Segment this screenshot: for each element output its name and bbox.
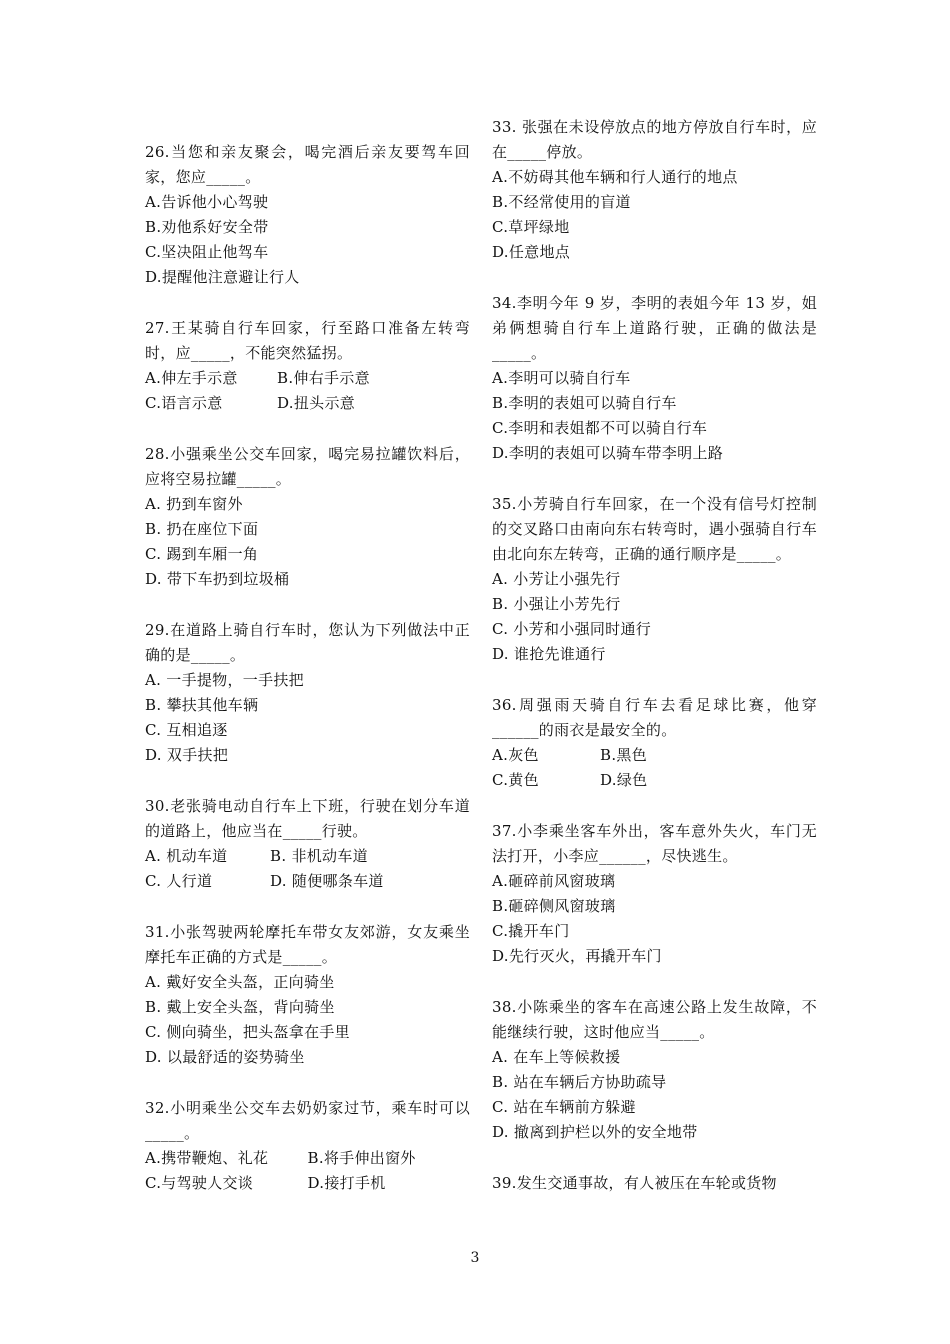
- option-a: A.伸左手示意: [145, 369, 238, 387]
- option-a: A. 戴好安全头盔，正向骑坐: [145, 973, 335, 991]
- option-c: C.李明和表姐都不可以骑自行车: [492, 419, 708, 437]
- option-d: D. 以最舒适的姿势骑坐: [145, 1048, 305, 1066]
- option-b: B. 攀扶其他车辆: [145, 696, 259, 714]
- option-a: A.砸碎前风窗玻璃: [492, 872, 616, 890]
- option-d: D.接打手机: [307, 1174, 386, 1192]
- question-30: [145, 794, 470, 894]
- option-a: A. 一手提物，一手扶把: [145, 671, 304, 689]
- question-39: [492, 1171, 817, 1196]
- option-a: A. 扔到车窗外: [145, 495, 243, 513]
- option-c: C. 小芳和小强同时通行: [492, 620, 652, 638]
- question-33: [492, 115, 817, 265]
- option-b: B.不经常使用的盲道: [492, 193, 631, 211]
- question-text: 34.李明今年 9 岁，李明的表姐今年 13 岁，姐弟俩想骑自行车上道路行驶，正确的做法是_____。: [492, 294, 817, 362]
- option-c: C.与驾驶人交谈: [145, 1174, 254, 1192]
- question-text: 30.老张骑电动自行车上下班，行驶在划分车道的道路上，他应当在_____行驶。: [145, 797, 470, 840]
- option-c: C.草坪绿地: [492, 218, 570, 236]
- question-text: 39.发生交通事故，有人被压在车轮或货物: [492, 1174, 777, 1192]
- option-c: C.撬开车门: [492, 922, 570, 940]
- option-row: [492, 768, 817, 793]
- question-31: [145, 920, 470, 1070]
- question-text: 27.王某骑自行车回家，行至路口准备左转弯时，应_____，不能突然猛拐。: [145, 319, 470, 362]
- option-c: C. 站在车辆前方躲避: [492, 1098, 636, 1116]
- option-row: [145, 1171, 470, 1196]
- option-c: C. 互相追逐: [145, 721, 228, 739]
- option-row: [492, 743, 817, 768]
- option-c: C. 侧向骑坐，把头盔拿在手里: [145, 1023, 350, 1041]
- question-text: 31.小张驾驶两轮摩托车带女友郊游，女友乘坐摩托车正确的方式是_____。: [145, 923, 470, 966]
- option-b: B.将手伸出窗外: [307, 1149, 416, 1167]
- option-d: D. 带下车扔到垃圾桶: [145, 570, 290, 588]
- question-text: 38.小陈乘坐的客车在高速公路上发生故障，不能继续行驶，这时他应当_____。: [492, 998, 817, 1041]
- question-34: [492, 291, 817, 466]
- question-28: [145, 442, 470, 592]
- right-column: [492, 115, 817, 1222]
- option-row: [145, 844, 470, 869]
- page-number: 3: [470, 1250, 480, 1266]
- option-d: D. 双手扶把: [145, 746, 229, 764]
- left-column: [145, 140, 470, 1222]
- option-d: D.任意地点: [492, 243, 571, 261]
- option-a: A.不妨碍其他车辆和行人通行的地点: [492, 168, 738, 186]
- option-d: D.扭头示意: [277, 394, 356, 412]
- question-36: [492, 693, 817, 793]
- option-b: B. 站在车辆后方协助疏导: [492, 1073, 667, 1091]
- option-d: D.先行灭火，再撬开车门: [492, 947, 662, 965]
- question-38: [492, 995, 817, 1145]
- option-b: B. 戴上安全头盔，背向骑坐: [145, 998, 335, 1016]
- option-a: A.灰色: [492, 746, 539, 764]
- option-b: B. 扔在座位下面: [145, 520, 259, 538]
- option-d: D. 随便哪条车道: [270, 872, 384, 890]
- option-c: C.黄色: [492, 771, 539, 789]
- option-row: [145, 391, 470, 416]
- option-row: [145, 1146, 470, 1171]
- question-text: 37.小李乘坐客车外出，客车意外失火，车门无法打开，小李应______，尽快逃生。: [492, 822, 817, 865]
- option-d: D. 谁抢先谁通行: [492, 645, 606, 663]
- question-26: [145, 140, 470, 290]
- option-a: A.携带鞭炮、礼花: [145, 1149, 269, 1167]
- option-b: B. 小强让小芳先行: [492, 595, 621, 613]
- question-text: 36.周强雨天骑自行车去看足球比赛，他穿______的雨衣是最安全的。: [492, 696, 817, 739]
- question-text: 28.小强乘坐公交车回家，喝完易拉罐饮料后，应将空易拉罐_____。: [145, 445, 470, 488]
- option-a: A. 小芳让小强先行: [492, 570, 621, 588]
- question-text: 32.小明乘坐公交车去奶奶家过节，乘车时可以_____。: [145, 1099, 470, 1142]
- option-d: D. 撤离到护栏以外的安全地带: [492, 1123, 698, 1141]
- question-text: 35.小芳骑自行车回家，在一个没有信号灯控制的交叉路口由南向东右转弯时，遇小强骑自行车由北向东左转弯，正确的通行顺序是_____。: [492, 495, 817, 563]
- option-row: [145, 869, 470, 894]
- question-27: [145, 316, 470, 416]
- question-text: 26.当您和亲友聚会，喝完酒后亲友要驾车回家，您应_____。: [145, 143, 470, 186]
- question-29: [145, 618, 470, 768]
- option-a: A. 机动车道: [145, 847, 228, 865]
- option-c: C.语言示意: [145, 394, 223, 412]
- option-b: B.砸碎侧风窗玻璃: [492, 897, 616, 915]
- option-a: A.告诉他小心驾驶: [145, 193, 269, 211]
- option-c: C. 人行道: [145, 872, 213, 890]
- option-b: B.伸右手示意: [277, 369, 370, 387]
- option-b: B.黑色: [600, 746, 647, 764]
- option-b: B. 非机动车道: [270, 847, 368, 865]
- question-text: 33. 张强在未设停放点的地方停放自行车时，应在_____停放。: [492, 118, 817, 161]
- question-text: 29.在道路上骑自行车时，您认为下列做法中正确的是_____。: [145, 621, 470, 664]
- option-a: A.李明可以骑自行车: [492, 369, 631, 387]
- option-b: B.劝他系好安全带: [145, 218, 269, 236]
- option-c: C.坚决阻止他驾车: [145, 243, 269, 261]
- option-d: D.提醒他注意避让行人: [145, 268, 300, 286]
- option-a: A. 在车上等候救援: [492, 1048, 621, 1066]
- option-c: C. 踢到车厢一角: [145, 545, 259, 563]
- option-b: B.李明的表姐可以骑自行车: [492, 394, 677, 412]
- option-d: D.李明的表姐可以骑车带李明上路: [492, 444, 724, 462]
- question-32: [145, 1096, 470, 1196]
- option-d: D.绿色: [600, 771, 648, 789]
- question-35: [492, 492, 817, 667]
- question-37: [492, 819, 817, 969]
- option-row: [145, 366, 470, 391]
